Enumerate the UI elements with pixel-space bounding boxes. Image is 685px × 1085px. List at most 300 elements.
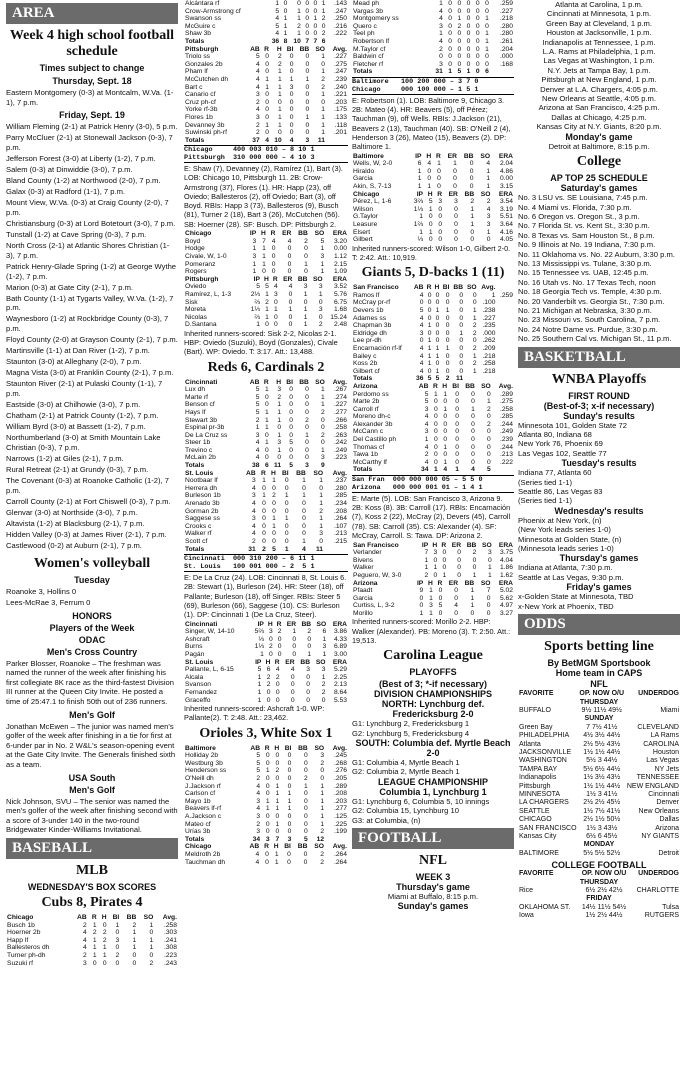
wnba-title: WNBA Playoffs <box>551 371 647 387</box>
table-cell: 3 <box>268 628 273 636</box>
table-cell: 5 <box>487 466 491 474</box>
table-cell: 0 <box>486 236 491 244</box>
table-cell: Garcia <box>353 594 373 602</box>
table-cell: 1 <box>262 252 266 260</box>
table-cell: 0 <box>277 651 282 659</box>
table-cell: Carlson cf <box>185 790 216 798</box>
list-item: New Orleans at Seattle, 4:05 p.m. <box>542 94 656 104</box>
table-cell: 4 <box>256 83 260 91</box>
odds-cell: NY GIANTS <box>641 833 679 840</box>
table-cell: AB <box>413 284 424 292</box>
odds-college: COLLEGE FOOTBALL <box>551 860 647 871</box>
table-cell: 2 <box>262 545 266 553</box>
game-line: Castlewood (0-2) at Auburn (2-1), 7 p.m. <box>6 541 142 551</box>
table-cell: .241 <box>163 936 177 944</box>
odds-cell: Denver <box>656 799 679 807</box>
table-cell: 0 <box>265 68 269 76</box>
table-cell: 0 <box>457 53 462 61</box>
odds-cell: JACKSONVILLE <box>519 748 572 756</box>
table-cell: 0 <box>475 30 480 38</box>
table-cell: 0 <box>305 386 309 394</box>
table-cell: ER <box>286 620 297 628</box>
table-cell: 0 <box>445 329 450 337</box>
list-item: Atlanta 80, Indiana 68 <box>518 430 592 439</box>
table-cell: 1 <box>321 673 326 681</box>
table-row <box>184 447 348 455</box>
table-cell: 0 <box>265 812 270 820</box>
carolina-lc: LEAGUE CHAMPIONSHIP <box>377 776 488 787</box>
table-cell: 34 <box>252 835 261 843</box>
table-cell: 0 <box>438 205 443 213</box>
odds-cell: NEW ENGLAND <box>626 782 679 790</box>
table-row <box>184 268 348 276</box>
odds-row <box>518 690 680 698</box>
table-cell: 0 <box>438 221 443 228</box>
odds-cell: Las Vegas <box>646 757 679 765</box>
table-cell: 0 <box>321 696 326 704</box>
table-row <box>352 46 514 54</box>
table-cell: 1 <box>427 183 432 191</box>
table-cell: 0 <box>265 752 270 760</box>
table-cell: 0 <box>305 0 310 7</box>
table-cell: 1 <box>485 45 489 53</box>
table-cell: 6 <box>322 628 327 636</box>
odds-cell: 2½ 2½ 45½ <box>583 799 621 807</box>
table-cell: IP <box>249 230 257 238</box>
table-cell: 0 <box>454 221 458 228</box>
table-cell: D.Santana <box>185 321 217 329</box>
table-cell: Avg. <box>332 469 347 477</box>
table-cell: 2 <box>92 929 97 937</box>
table-cell: 1 <box>275 782 280 790</box>
table-cell: H <box>432 541 438 549</box>
table-cell: 2 <box>424 451 429 459</box>
table-cell: St. Louis <box>185 469 214 477</box>
table-cell: 2 <box>472 322 477 330</box>
table-cell: .250 <box>333 15 347 23</box>
table-cell: 0 <box>471 420 475 428</box>
table-cell: 1 <box>92 936 97 944</box>
table-cell: 0 <box>275 828 280 836</box>
table-cell: R <box>437 190 443 198</box>
game1-notes: E: Shaw (7), Devanney (2), Ramírez (1), Bart (3). LOB: Chicago 10, Pittsburgh 11. 2B: Crow-Armstrong (37), Flores (1). HR: Happ (23), off Oviedo; Ballesteros (2), off Oviedo; Bart (3), off Boyd. RBIs: Happ 3 (73), Ballesteros (9), Busch (81), Turner 2 (18), Bart 3 (26), McCutchen (56). SB: Hoerner (28). SF: Busch. DP: Pittsburgh 2. <box>184 164 343 229</box>
table-cell: M.Taylor cf <box>353 45 386 53</box>
table-cell: 1 <box>417 175 422 183</box>
table-cell <box>464 375 478 383</box>
odds-college-table <box>518 870 680 920</box>
thursday-head: Thursday, Sept. 18 <box>52 76 132 86</box>
table-cell: 0 <box>265 106 269 114</box>
table-cell: 1 <box>417 183 422 191</box>
list-item: x-Golden State at Minnesota, TBD <box>518 592 634 602</box>
table-cell: Garcia <box>353 175 373 183</box>
table-cell: 5 <box>457 68 462 76</box>
table-cell: H <box>274 744 280 752</box>
table-cell: 2 <box>149 959 154 967</box>
table-cell: 0 <box>454 213 458 221</box>
table-row <box>184 46 348 54</box>
table-cell: Eldridge dh <box>353 329 387 337</box>
list-item: Denver at L.A. Chargers, 4:05 p.m. <box>540 84 658 94</box>
table-cell: 0 <box>427 291 432 299</box>
table-cell: 2 <box>321 681 326 689</box>
table-cell: 1 <box>486 228 491 236</box>
table-cell: 5 <box>255 408 260 416</box>
game-line: Bath County (1-1) at Tygarts Valley, W.Va. (1-2), 7 p.m. <box>6 293 174 313</box>
table-cell: .276 <box>333 767 347 775</box>
table-cell: 0 <box>305 30 310 38</box>
odds-row <box>518 816 680 824</box>
table-cell: 0 <box>459 360 464 368</box>
table-cell: 0 <box>313 22 318 30</box>
table-cell: Totals <box>185 545 205 553</box>
game2-cincinnati-pitching <box>184 621 348 659</box>
table-cell: 0 <box>287 268 292 276</box>
table-cell: Alexander 3b <box>353 420 393 428</box>
table-cell: 0 <box>265 401 269 409</box>
table-cell: .203 <box>333 797 347 805</box>
table-cell: .249 <box>333 446 347 454</box>
table-cell: .234 <box>333 500 347 508</box>
table-cell: 1 <box>320 782 325 790</box>
table-cell: 4 <box>255 858 260 866</box>
table-cell <box>324 546 348 554</box>
table-cell: .240 <box>333 83 347 91</box>
table-cell: 1 <box>320 790 325 798</box>
game4-title: Giants 5, D-backs 1 (11) <box>361 265 505 281</box>
table-cell: 0 <box>304 268 308 276</box>
table-cell: 2 <box>472 329 477 337</box>
game2-notes: E: De La Cruz (24). LOB: Cincinnati 8, St. Louis 6. 2B: Stewart (1), Burleson (24). HR: Steer (18), off Pallante; Burleson (18), off Singer. RBIs: Steer 5 (69), Burleson (66), Saggese (10). CS: Burleson (1). DP: Cincinnati 1 (De La Cruz, Steer). <box>184 573 347 619</box>
table-row <box>184 745 348 753</box>
table-cell: 0 <box>453 175 457 183</box>
table-cell: 1 <box>487 571 492 579</box>
table-cell: 1 <box>445 306 450 314</box>
table-cell: 1 <box>424 436 429 444</box>
table-cell: BI <box>112 913 120 921</box>
odac-head: ODAC <box>78 634 106 645</box>
table-cell: Hiraldo <box>353 167 375 175</box>
table-cell: 0 <box>305 22 310 30</box>
table-cell: 4 <box>424 443 429 451</box>
table-cell: 0 <box>287 782 292 790</box>
table-cell: Chicago <box>353 190 380 198</box>
table-cell: 0 <box>427 306 432 314</box>
table-cell: .247 <box>333 7 347 15</box>
list-item: G1: Lynchburg 2, Fredericksburg 1 <box>352 719 470 729</box>
wnba-wednesday-results <box>518 516 680 554</box>
table-cell: 2 <box>321 689 326 697</box>
table-cell: 1 <box>459 329 464 337</box>
table-cell: Teel ph <box>353 30 375 38</box>
list-item: Indiana at Atlanta, 7:30 p.m. <box>518 563 613 573</box>
table-cell: .168 <box>499 60 513 68</box>
game-line: Mount View, W.Va. (0-3) at Craig County (2-0), 7 p.m. <box>6 198 169 217</box>
list-item: No. 25 Southern Cal vs. Michigan St., 11 p.m. <box>518 334 672 344</box>
table-cell: 1 <box>485 15 489 23</box>
table-cell: 0 <box>275 681 280 689</box>
table-cell: 4 <box>255 446 260 454</box>
game-line: Parry McCluer (2-1) at Stonewall Jackson (0-3), 7 p.m. <box>6 133 173 152</box>
table-cell: 0 <box>287 820 292 828</box>
table-cell: 0 <box>306 673 311 681</box>
odds-cell: Atlanta <box>519 740 541 748</box>
table-cell: 4 <box>439 37 443 45</box>
table-cell: 0 <box>275 759 280 767</box>
list-item: Indiana 77, Atlanta 60 <box>518 468 592 478</box>
game4-tail: Inherited runners-scored: Morillo 2-2. HBP: Walker (Alexander). PB: Moreno (3). T: 2:50. Att.: 19,513. <box>352 617 511 645</box>
game-line: Carroll County (2-1) at Fort Chiswell (0-3), 7 p.m. <box>6 496 171 506</box>
table-cell: 0 <box>305 83 310 91</box>
table-cell: 0 <box>273 298 278 306</box>
table-row <box>352 436 514 444</box>
table-row <box>352 61 514 69</box>
table-cell: 0 <box>457 60 462 68</box>
table-cell: 0 <box>304 759 308 767</box>
table-cell: 1 <box>278 91 282 99</box>
table-cell: 1 <box>313 15 318 23</box>
table-cell: 0 <box>438 587 443 595</box>
table-cell: H <box>427 190 433 198</box>
table-row <box>184 253 348 261</box>
table-cell: 1 <box>288 306 293 314</box>
table-cell: 3 <box>321 666 326 674</box>
table-cell: .227 <box>499 7 513 15</box>
list-item: No. 3 LSU vs. SE Louisiana, 7:45 p.m. <box>518 193 648 203</box>
table-cell: 0 <box>313 7 318 15</box>
table-cell: 0 <box>487 413 491 421</box>
game-line: Altavista (1-2) at Blacksburg (2-1), 7 p.m. <box>6 519 145 529</box>
table-cell: 0 <box>305 7 310 15</box>
odds-cell: 1½ 7½ 41½ <box>583 807 621 815</box>
table-cell: 0 <box>475 45 480 53</box>
odds-cell: 6½ 6 45½ <box>586 833 618 840</box>
table-cell: 4 <box>251 484 256 492</box>
game3-chicago-pitching <box>352 191 514 244</box>
table-cell: 0 <box>448 15 452 23</box>
table-row <box>184 843 348 851</box>
game-line: Bland County (1-2) at Northwood (2-0), 7 p.m. <box>6 176 161 186</box>
table-cell: Hodge <box>185 245 205 253</box>
odds-cell: Dallas <box>659 816 679 824</box>
table-cell: ⅓ <box>417 236 424 244</box>
table-row <box>184 386 348 394</box>
table-cell: Cruz ph-cf <box>185 98 216 106</box>
game-line: Salem (0-3) at Dinwiddie (3-0), 7 p.m. <box>6 165 133 175</box>
table-cell: Avg. <box>332 45 347 53</box>
table-cell: 9 <box>321 462 325 470</box>
table-row <box>184 137 348 145</box>
table-cell: Montgomery ss <box>353 15 399 23</box>
table-cell: AB <box>249 378 260 386</box>
table-cell: 2 <box>320 828 325 836</box>
table-cell: 1 <box>307 651 312 659</box>
table-cell: 1 <box>297 15 301 23</box>
table-cell: 3 <box>82 959 87 967</box>
odds-by: By BetMGM Sportsbook <box>547 658 651 669</box>
table-cell: BB <box>300 658 311 666</box>
table-row <box>352 413 514 421</box>
table-row <box>352 236 514 244</box>
table-cell: 0 <box>438 213 443 221</box>
list-item: Seattle 86, Las Vegas 83 <box>518 487 603 497</box>
table-cell: Wells, W, 2-0 <box>353 160 393 168</box>
carolina-div: DIVISION CHAMPIONSHIPS <box>373 689 492 700</box>
table-row <box>184 821 348 829</box>
table-cell: 0 <box>305 393 309 401</box>
table-cell: 0 <box>305 53 310 61</box>
table-cell: 1 <box>455 466 459 474</box>
table-cell: 1 <box>132 944 137 952</box>
table-cell: 2.04 <box>499 160 513 168</box>
table-cell: Morillo <box>353 609 373 617</box>
table-cell: 0 <box>466 45 471 53</box>
table-cell: 1 <box>417 167 422 175</box>
table-cell: 4 <box>255 439 260 447</box>
table-cell: 0 <box>284 538 289 545</box>
table-cell: 1 <box>318 290 323 298</box>
table-cell: 0 <box>469 160 474 168</box>
table-cell: 4.33 <box>333 635 347 643</box>
nfl-monday-games <box>518 142 680 151</box>
odds-row <box>518 912 680 920</box>
table-cell: .264 <box>333 515 347 523</box>
game1-pittsburgh-pitching <box>184 276 348 329</box>
table-cell: 1 <box>486 183 491 191</box>
game2-stlouis-pitching <box>184 659 348 705</box>
table-cell: 0 <box>455 458 459 466</box>
table-cell: ⅔ <box>254 298 260 306</box>
table-cell: McGuire c <box>185 22 216 30</box>
table-row <box>352 466 514 474</box>
table-cell: 0 <box>306 696 311 704</box>
odds-row <box>518 757 680 765</box>
table-cell: 5.53 <box>333 696 347 704</box>
table-cell: .268 <box>333 759 347 767</box>
table-row <box>352 8 514 16</box>
table-cell: H <box>434 284 440 292</box>
table-cell: H <box>267 620 273 628</box>
table-cell: 3 <box>277 386 282 394</box>
table-cell: 0 <box>435 322 440 330</box>
table-cell: 1 <box>419 228 424 236</box>
game1-title: Cubs 8, Pirates 4 <box>41 894 143 910</box>
table-row <box>352 168 514 176</box>
table-cell: 0 <box>438 236 443 244</box>
table-cell: 1 <box>419 213 424 221</box>
list-item: Cincinnati at Minnesota, 1 p.m. <box>546 9 652 19</box>
table-cell: 1 <box>305 431 309 439</box>
table-row <box>352 191 514 199</box>
table-row <box>6 952 178 960</box>
table-cell: .235 <box>482 322 496 330</box>
table-cell: 0 <box>287 812 292 820</box>
odac-text: Parker Blosser, Roanoke – The freshman was named the runner of the week after finishing his first collegiate 8K race as the third-fastest Division III runner at the Queen City Invite. He posted a time of 25:47.1 to finish 50th out of 236 runners. <box>6 658 174 706</box>
table-cell: 6 <box>321 37 326 45</box>
table-row <box>184 30 348 38</box>
table-row <box>184 523 348 531</box>
game3-linescore: Baltimore 100 200 000 – 3 7 0 Chicago 000 100 000 – 1 5 1 <box>352 77 514 95</box>
table-cell: SO <box>314 843 324 851</box>
table-cell: Swanson ss <box>185 15 222 23</box>
table-cell: IP <box>416 190 424 198</box>
table-row <box>184 76 348 84</box>
column-box-scores-2 <box>352 0 514 911</box>
table-cell: BI <box>284 744 292 752</box>
table-cell: 1 <box>102 944 107 952</box>
table-cell: Pagán <box>185 651 205 659</box>
table-cell: 0 <box>289 106 294 114</box>
table-cell: 4 <box>256 782 261 790</box>
table-cell: 1 <box>277 416 282 424</box>
table-cell: San Francisco <box>353 284 399 292</box>
table-cell: 2 <box>304 237 308 245</box>
table-cell: 4 <box>255 850 260 858</box>
table-cell: 0 <box>320 767 325 775</box>
table-cell: 0 <box>487 443 491 451</box>
table-cell: 1 <box>257 673 262 681</box>
table-row <box>184 379 348 387</box>
table-cell: 2 <box>470 198 475 206</box>
table-cell: 10 <box>293 37 301 45</box>
table-cell: 0 <box>471 428 475 436</box>
table-cell: 2 <box>275 767 280 775</box>
table-cell: 1 <box>435 306 440 314</box>
table-row <box>6 922 178 930</box>
result-line: Roanoke 3, Hollins 0 <box>6 586 77 596</box>
table-cell: H <box>442 382 448 390</box>
table-cell: 0 <box>437 167 441 175</box>
table-cell: 9 <box>419 587 424 595</box>
table-cell: 0 <box>475 37 480 45</box>
table-cell: 2 <box>486 198 491 206</box>
table-cell: H <box>260 230 266 238</box>
table-cell: 1 <box>424 564 429 572</box>
table-cell: 2 <box>266 673 271 681</box>
table-row <box>184 805 348 813</box>
table-cell: 4.86 <box>499 167 513 175</box>
table-cell: 0 <box>434 443 438 451</box>
table-cell: 0 <box>265 446 269 454</box>
table-cell: 1 <box>303 306 308 314</box>
table-cell: 0 <box>272 484 276 492</box>
table-cell: 0 <box>434 420 438 428</box>
table-cell: 0 <box>305 454 309 462</box>
table-cell: 0 <box>305 408 309 416</box>
table-cell: 0 <box>472 291 477 299</box>
game-line: Chatham (2-1) at Patrick County (1-2), 7 p.m. <box>6 411 159 421</box>
table-cell: 0 <box>318 313 323 321</box>
table-cell: BB <box>297 843 308 851</box>
table-cell: 1 <box>427 344 432 352</box>
table-cell: .264 <box>333 850 347 858</box>
table-cell: BB <box>299 378 309 386</box>
table-row <box>352 444 514 452</box>
table-cell: 1 <box>321 91 325 99</box>
odds-row <box>518 715 680 723</box>
table-cell: 3 <box>252 237 257 245</box>
list-item: Phoenix at New York, (n) <box>518 515 602 525</box>
table-cell: ⅓ <box>258 635 264 643</box>
game-line: Narrows (1-2) at Giles (2-1), 7 p.m. <box>6 454 124 464</box>
odds-cell: FAVORITE <box>519 870 554 878</box>
table-cell: 2 <box>272 492 276 500</box>
table-cell: 0 <box>439 53 443 61</box>
table-cell: 0 <box>102 921 107 929</box>
nfl-title: NFL <box>419 852 447 868</box>
table-cell: 1 <box>265 121 269 129</box>
table-cell: 0 <box>445 299 450 307</box>
